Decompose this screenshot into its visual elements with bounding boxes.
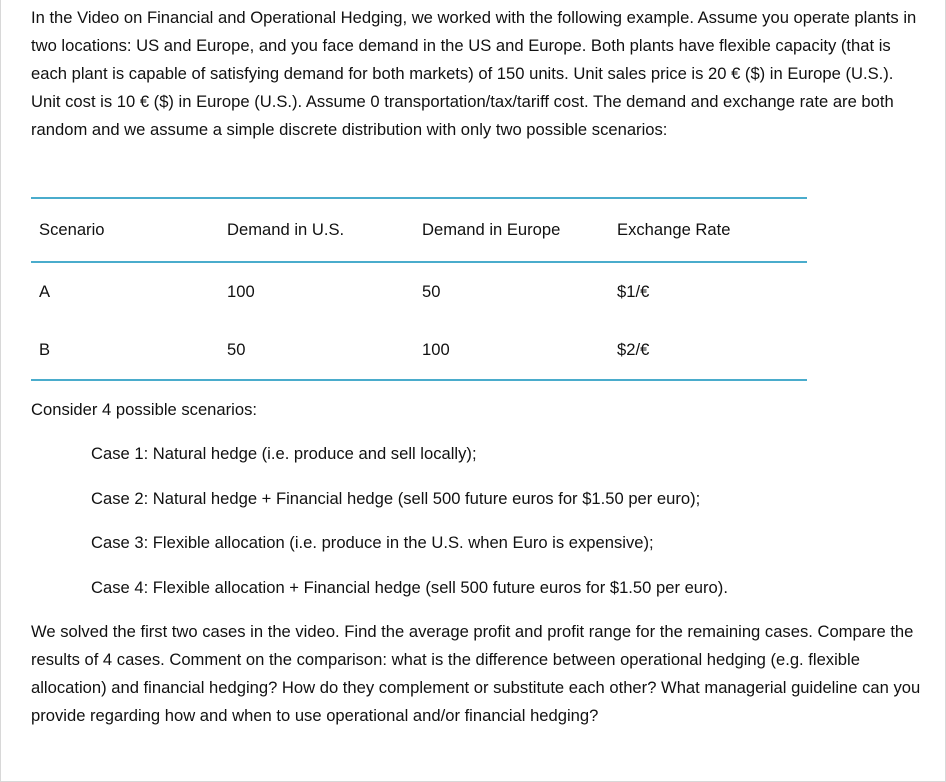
case-item-4: Case 4: Flexible allocation + Financial hedge (sell 500 future euros for $1.50 per euro). xyxy=(91,577,728,597)
header-scenario: Scenario xyxy=(31,198,227,262)
case-item-3: Case 3: Flexible allocation (i.e. produce in the U.S. when Euro is expensive); xyxy=(91,533,654,552)
case-list xyxy=(91,440,728,618)
scenario-table xyxy=(31,197,807,381)
cell-exchange-rate: $1/€ xyxy=(617,282,650,301)
cell-scenario: B xyxy=(31,321,227,380)
cell-demand-us: 100 xyxy=(227,282,255,301)
consider-heading: Consider 4 possible scenarios: xyxy=(31,400,257,419)
case-item-1: Case 1: Natural hedge (i.e. produce and sell locally); xyxy=(91,444,477,463)
table-row xyxy=(31,321,807,380)
header-exchange-rate: Exchange Rate xyxy=(617,198,807,262)
header-demand-europe: Demand in Europe xyxy=(422,198,617,262)
cell-exchange-rate: $2/€ xyxy=(617,321,807,380)
intro-paragraph: In the Video on Financial and Operational Hedging, we worked with the following example. Assume you operate plants in two locations: US and Europe, and you face demand in the US and Europe. Both plants have flexible capacity (that is each plant is capable of satisfying demand for both markets) of 150 units. Unit sales price is 20 € ($) in Europe (U.S.). Unit cost is 10 € ($) in Europe (U.S.). Assume 0 transportation/tax/tariff cost. The demand and exchange rate are both random and we assume a simple discrete distribution with only two possible scenarios: xyxy=(31,8,917,139)
closing-paragraph: We solved the first two cases in the video. Find the average profit and profit range for the remaining cases. Compare the results of 4 cases. Comment on the comparison: what is the difference between operational hedging (e.g. flexible allocation) and financial hedging? How do they complement or substitute each other? What managerial guideline can you provide regarding how and when to use operational and/or financial hedging? xyxy=(31,622,921,725)
cell-demand-europe: 50 xyxy=(422,282,441,301)
cell-demand-us: 50 xyxy=(227,321,422,380)
cell-demand-europe: 100 xyxy=(422,321,617,380)
header-demand-us: Demand in U.S. xyxy=(227,198,422,262)
case-item-2: Case 2: Natural hedge + Financial hedge (sell 500 future euros for $1.50 per euro); xyxy=(91,488,701,508)
cell-scenario: A xyxy=(39,282,51,301)
table-row xyxy=(31,262,807,321)
table-header-row xyxy=(31,198,807,262)
